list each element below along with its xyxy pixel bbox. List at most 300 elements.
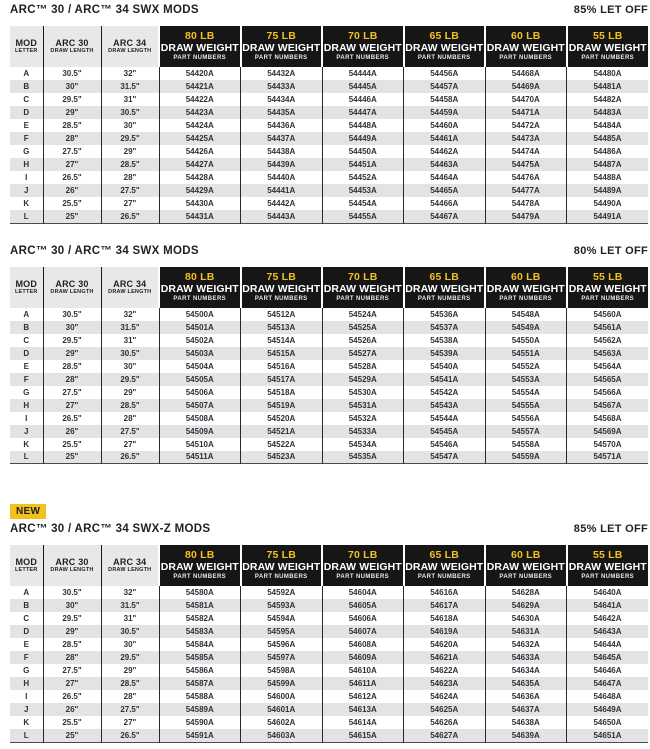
part-number-cell: 54606A (322, 612, 404, 625)
part-number-cell: 54591A (159, 729, 241, 742)
column-header-main: ARC 34 (113, 278, 147, 289)
table-row (10, 334, 648, 347)
part-number-cell: 54442A (241, 197, 323, 210)
arc30-draw-length-cell: 29" (43, 347, 101, 360)
part-number-cell: 54626A (404, 716, 486, 729)
arc34-draw-length-cell: 30" (101, 360, 159, 373)
column-header-65-lb (404, 26, 486, 67)
part-number-cell: 54530A (322, 386, 404, 399)
column-header-70-lb (322, 26, 404, 67)
arc30-draw-length-cell: 25.5" (43, 716, 101, 729)
part-number-cell: 54428A (159, 171, 241, 184)
part-number-cell: 54616A (404, 586, 486, 599)
part-number-cell: 54532A (322, 412, 404, 425)
arc30-draw-length-cell: 26.5" (43, 690, 101, 703)
part-number-cell: 54481A (567, 80, 649, 93)
draw-weight-value: 80 LB (184, 549, 215, 561)
part-numbers-label: PART NUMBERS (173, 295, 227, 302)
draw-weight-label: DRAW WEIGHT (323, 282, 402, 295)
column-header-main: ARC 30 (55, 278, 89, 289)
arc34-draw-length-cell: 28" (101, 690, 159, 703)
table-row (10, 373, 648, 386)
part-number-cell: 54466A (404, 197, 486, 210)
draw-weight-value: 55 LB (592, 30, 623, 42)
arc30-draw-length-cell: 28.5" (43, 119, 101, 132)
column-header-main: ARC 30 (55, 557, 89, 567)
part-number-cell: 54647A (567, 677, 649, 690)
draw-weight-value: 70 LB (347, 549, 378, 561)
part-number-cell: 54460A (404, 119, 486, 132)
mod-letter-cell: C (10, 612, 43, 625)
draw-weight-value: 80 LB (184, 270, 215, 283)
part-number-cell: 54562A (567, 334, 649, 347)
mod-letter-cell: J (10, 425, 43, 438)
part-number-cell: 54607A (322, 625, 404, 638)
arc34-draw-length-cell: 31" (101, 334, 159, 347)
table-row (10, 67, 648, 80)
part-number-cell: 54617A (404, 599, 486, 612)
part-number-cell: 54628A (485, 586, 567, 599)
column-header-sub: LETTER (14, 288, 38, 295)
part-number-cell: 54456A (404, 67, 486, 80)
arc34-draw-length-cell: 31" (101, 93, 159, 106)
section-title: ARC™ 30 / ARC™ 34 SWX MODS (10, 244, 199, 257)
part-number-cell: 54565A (567, 373, 649, 386)
column-header-main: ARC 34 (113, 38, 147, 48)
arc34-draw-length-cell: 27.5" (101, 184, 159, 197)
part-number-cell: 54592A (241, 586, 323, 599)
arc30-draw-length-cell: 25.5" (43, 197, 101, 210)
table-row (10, 93, 648, 106)
table-row (10, 664, 648, 677)
column-header-arc-30 (43, 267, 101, 308)
draw-weight-label: DRAW WEIGHT (323, 561, 402, 573)
arc30-draw-length-cell: 30" (43, 321, 101, 334)
mod-letter-cell: K (10, 716, 43, 729)
arc30-draw-length-cell: 28.5" (43, 360, 101, 373)
part-number-cell: 54544A (404, 412, 486, 425)
part-number-cell: 54612A (322, 690, 404, 703)
part-number-cell: 54501A (159, 321, 241, 334)
part-number-cell: 54487A (567, 158, 649, 171)
arc30-draw-length-cell: 26" (43, 425, 101, 438)
column-header-80-lb (159, 26, 241, 67)
part-number-cell: 54468A (485, 67, 567, 80)
part-number-cell: 54459A (404, 106, 486, 119)
column-header-main: MOD (15, 38, 38, 48)
column-header-75-lb (241, 26, 323, 67)
table-row (10, 184, 648, 197)
draw-weight-value: 75 LB (266, 549, 297, 561)
part-number-cell: 54594A (241, 612, 323, 625)
part-number-cell: 54583A (159, 625, 241, 638)
part-number-cell: 54597A (241, 651, 323, 664)
part-number-cell: 54502A (159, 334, 241, 347)
table-row (10, 132, 648, 145)
part-number-cell: 54515A (241, 347, 323, 360)
header-row (10, 26, 648, 67)
part-number-cell: 54624A (404, 690, 486, 703)
arc30-draw-length-cell: 26.5" (43, 412, 101, 425)
draw-weight-label: DRAW WEIGHT (486, 561, 565, 573)
mod-letter-cell: A (10, 586, 43, 599)
column-header-80-lb (159, 267, 241, 308)
arc34-draw-length-cell: 32" (101, 67, 159, 80)
column-header-mod (10, 267, 43, 308)
arc34-draw-length-cell: 26.5" (101, 451, 159, 464)
column-header-70-lb (322, 267, 404, 308)
part-number-cell: 54479A (485, 210, 567, 223)
part-number-cell: 54633A (485, 651, 567, 664)
part-number-cell: 54588A (159, 690, 241, 703)
mod-letter-cell: C (10, 334, 43, 347)
part-number-cell: 54601A (241, 703, 323, 716)
part-number-cell: 54454A (322, 197, 404, 210)
arc30-draw-length-cell: 29.5" (43, 612, 101, 625)
table-row (10, 729, 648, 742)
arc34-draw-length-cell: 28" (101, 412, 159, 425)
table-row (10, 386, 648, 399)
part-number-cell: 54618A (404, 612, 486, 625)
part-number-cell: 54590A (159, 716, 241, 729)
mod-letter-cell: L (10, 729, 43, 742)
part-numbers-label: PART NUMBERS (417, 295, 471, 302)
column-header-65-lb (404, 545, 486, 586)
part-number-cell: 54434A (241, 93, 323, 106)
part-number-cell: 54483A (567, 106, 649, 119)
part-number-cell: 54518A (241, 386, 323, 399)
part-number-cell: 54438A (241, 145, 323, 158)
mods-table (10, 26, 648, 224)
arc30-draw-length-cell: 29.5" (43, 334, 101, 347)
table-row (10, 638, 648, 651)
part-number-cell: 54431A (159, 210, 241, 223)
section-header (10, 4, 648, 17)
column-header-55-lb (567, 545, 649, 586)
column-header-main: MOD (15, 278, 38, 289)
part-number-cell: 54471A (485, 106, 567, 119)
arc30-draw-length-cell: 28" (43, 651, 101, 664)
column-header-mod (10, 26, 43, 67)
part-numbers-label: PART NUMBERS (581, 574, 635, 580)
part-number-cell: 54505A (159, 373, 241, 386)
part-number-cell: 54435A (241, 106, 323, 119)
part-number-cell: 54611A (322, 677, 404, 690)
arc30-draw-length-cell: 29.5" (43, 93, 101, 106)
letoff-label: 80% LET OFF (573, 244, 648, 257)
part-number-cell: 54598A (241, 664, 323, 677)
part-number-cell: 54529A (322, 373, 404, 386)
arc34-draw-length-cell: 28.5" (101, 677, 159, 690)
part-number-cell: 54503A (159, 347, 241, 360)
draw-weight-label: DRAW WEIGHT (160, 282, 239, 295)
part-number-cell: 54458A (404, 93, 486, 106)
part-number-cell: 54593A (241, 599, 323, 612)
part-number-cell: 54448A (322, 119, 404, 132)
column-header-mod (10, 545, 43, 586)
draw-weight-label: DRAW WEIGHT (568, 42, 647, 54)
part-number-cell: 54465A (404, 184, 486, 197)
column-header-75-lb (241, 545, 323, 586)
part-number-cell: 54549A (485, 321, 567, 334)
draw-weight-value: 60 LB (510, 270, 541, 283)
draw-weight-label: DRAW WEIGHT (486, 42, 565, 54)
part-number-cell: 54437A (241, 132, 323, 145)
part-number-cell: 54557A (485, 425, 567, 438)
arc34-draw-length-cell: 31" (101, 612, 159, 625)
part-number-cell: 54561A (567, 321, 649, 334)
mod-letter-cell: K (10, 197, 43, 210)
section-swx-z-mods-85 (10, 501, 648, 743)
arc34-draw-length-cell: 26.5" (101, 210, 159, 223)
arc30-draw-length-cell: 25" (43, 210, 101, 223)
part-number-cell: 54555A (485, 399, 567, 412)
part-number-cell: 54450A (322, 145, 404, 158)
column-header-60-lb (485, 267, 567, 308)
part-number-cell: 54610A (322, 664, 404, 677)
part-number-cell: 54613A (322, 703, 404, 716)
part-number-cell: 54600A (241, 690, 323, 703)
part-number-cell: 54634A (485, 664, 567, 677)
part-number-cell: 54630A (485, 612, 567, 625)
arc30-draw-length-cell: 30" (43, 80, 101, 93)
part-number-cell: 54474A (485, 145, 567, 158)
part-number-cell: 54528A (322, 360, 404, 373)
part-number-cell: 54584A (159, 638, 241, 651)
part-number-cell: 54546A (404, 438, 486, 451)
part-numbers-label: PART NUMBERS (336, 55, 390, 61)
part-numbers-label: PART NUMBERS (417, 55, 471, 61)
part-number-cell: 54582A (159, 612, 241, 625)
part-number-cell: 54542A (404, 386, 486, 399)
part-number-cell: 54508A (159, 412, 241, 425)
mod-letter-cell: F (10, 132, 43, 145)
draw-weight-label: DRAW WEIGHT (160, 561, 239, 573)
part-number-cell: 54522A (241, 438, 323, 451)
part-number-cell: 54543A (404, 399, 486, 412)
table-row (10, 586, 648, 599)
part-number-cell: 54473A (485, 132, 567, 145)
mod-letter-cell: I (10, 412, 43, 425)
column-header-main: MOD (15, 557, 38, 567)
draw-weight-value: 75 LB (266, 30, 297, 42)
column-header-75-lb (241, 267, 323, 308)
arc34-draw-length-cell: 30" (101, 119, 159, 132)
section-header (10, 523, 648, 536)
arc34-draw-length-cell: 31.5" (101, 80, 159, 93)
arc30-draw-length-cell: 26" (43, 184, 101, 197)
part-number-cell: 54526A (322, 334, 404, 347)
part-number-cell: 54566A (567, 386, 649, 399)
arc34-draw-length-cell: 30.5" (101, 625, 159, 638)
part-number-cell: 54622A (404, 664, 486, 677)
part-number-cell: 54449A (322, 132, 404, 145)
part-number-cell: 54534A (322, 438, 404, 451)
mod-letter-cell: E (10, 119, 43, 132)
part-number-cell: 54641A (567, 599, 649, 612)
part-number-cell: 54489A (567, 184, 649, 197)
part-number-cell: 54512A (241, 308, 323, 321)
table-row (10, 625, 648, 638)
mods-table (10, 267, 648, 465)
column-header-sub: LETTER (14, 48, 38, 54)
part-number-cell: 54523A (241, 451, 323, 464)
part-number-cell: 54570A (567, 438, 649, 451)
part-number-cell: 54421A (159, 80, 241, 93)
table-row (10, 399, 648, 412)
column-header-55-lb (567, 267, 649, 308)
part-number-cell: 54637A (485, 703, 567, 716)
column-header-arc-30 (43, 545, 101, 586)
part-number-cell: 54631A (485, 625, 567, 638)
part-number-cell: 54430A (159, 197, 241, 210)
part-number-cell: 54455A (322, 210, 404, 223)
draw-weight-label: DRAW WEIGHT (568, 561, 647, 573)
part-number-cell: 54625A (404, 703, 486, 716)
part-number-cell: 54445A (322, 80, 404, 93)
part-number-cell: 54604A (322, 586, 404, 599)
table-row (10, 197, 648, 210)
arc30-draw-length-cell: 28" (43, 373, 101, 386)
part-number-cell: 54552A (485, 360, 567, 373)
table-row (10, 690, 648, 703)
part-number-cell: 54547A (404, 451, 486, 464)
part-number-cell: 54556A (485, 412, 567, 425)
mod-letter-cell: F (10, 373, 43, 386)
arc30-draw-length-cell: 28" (43, 132, 101, 145)
part-number-cell: 54520A (241, 412, 323, 425)
arc34-draw-length-cell: 32" (101, 308, 159, 321)
arc34-draw-length-cell: 29" (101, 386, 159, 399)
part-number-cell: 54643A (567, 625, 649, 638)
column-header-70-lb (322, 545, 404, 586)
mod-letter-cell: D (10, 625, 43, 638)
part-number-cell: 54476A (485, 171, 567, 184)
arc34-draw-length-cell: 29.5" (101, 651, 159, 664)
part-number-cell: 54453A (322, 184, 404, 197)
table-row (10, 599, 648, 612)
column-header-sub: LETTER (14, 567, 38, 573)
part-number-cell: 54541A (404, 373, 486, 386)
part-number-cell: 54525A (322, 321, 404, 334)
arc30-draw-length-cell: 27" (43, 399, 101, 412)
part-number-cell: 54569A (567, 425, 649, 438)
section-swx-mods-85 (10, 4, 648, 224)
part-number-cell: 54478A (485, 197, 567, 210)
part-numbers-label: PART NUMBERS (499, 574, 553, 580)
part-numbers-label: PART NUMBERS (336, 295, 390, 302)
part-number-cell: 54464A (404, 171, 486, 184)
part-number-cell: 54441A (241, 184, 323, 197)
arc34-draw-length-cell: 29.5" (101, 132, 159, 145)
part-number-cell: 54632A (485, 638, 567, 651)
part-number-cell: 54635A (485, 677, 567, 690)
part-number-cell: 54599A (241, 677, 323, 690)
mod-letter-cell: J (10, 184, 43, 197)
column-header-main: ARC 30 (55, 38, 89, 48)
column-header-sub: DRAW LENGTH (50, 48, 94, 54)
arc34-draw-length-cell: 27" (101, 438, 159, 451)
arc34-draw-length-cell: 28.5" (101, 399, 159, 412)
part-number-cell: 54504A (159, 360, 241, 373)
part-number-cell: 54444A (322, 67, 404, 80)
arc30-draw-length-cell: 26" (43, 703, 101, 716)
column-header-sub: DRAW LENGTH (50, 567, 94, 573)
part-number-cell: 54462A (404, 145, 486, 158)
part-number-cell: 54423A (159, 106, 241, 119)
mod-letter-cell: E (10, 360, 43, 373)
arc30-draw-length-cell: 29" (43, 106, 101, 119)
part-number-cell: 54439A (241, 158, 323, 171)
part-number-cell: 54461A (404, 132, 486, 145)
part-number-cell: 54568A (567, 412, 649, 425)
part-number-cell: 54646A (567, 664, 649, 677)
part-number-cell: 54507A (159, 399, 241, 412)
part-numbers-label: PART NUMBERS (581, 295, 635, 302)
arc30-draw-length-cell: 27.5" (43, 386, 101, 399)
table-row (10, 171, 648, 184)
table-row (10, 119, 648, 132)
part-number-cell: 54475A (485, 158, 567, 171)
part-number-cell: 54554A (485, 386, 567, 399)
part-number-cell: 54500A (159, 308, 241, 321)
part-numbers-label: PART NUMBERS (254, 295, 308, 302)
part-number-cell: 54463A (404, 158, 486, 171)
table-row (10, 612, 648, 625)
part-number-cell: 54521A (241, 425, 323, 438)
part-number-cell: 54587A (159, 677, 241, 690)
draw-weight-label: DRAW WEIGHT (405, 561, 484, 573)
part-number-cell: 54650A (567, 716, 649, 729)
mod-letter-cell: L (10, 210, 43, 223)
part-number-cell: 54619A (404, 625, 486, 638)
part-number-cell: 54595A (241, 625, 323, 638)
part-number-cell: 54560A (567, 308, 649, 321)
letoff-label: 85% LET OFF (573, 523, 648, 535)
column-header-arc-34 (101, 545, 159, 586)
part-number-cell: 54519A (241, 399, 323, 412)
part-number-cell: 54436A (241, 119, 323, 132)
table-row (10, 360, 648, 373)
arc34-draw-length-cell: 29.5" (101, 373, 159, 386)
arc34-draw-length-cell: 31.5" (101, 599, 159, 612)
table-row (10, 412, 648, 425)
arc34-draw-length-cell: 29" (101, 664, 159, 677)
part-number-cell: 54548A (485, 308, 567, 321)
part-number-cell: 54443A (241, 210, 323, 223)
part-number-cell: 54563A (567, 347, 649, 360)
arc30-draw-length-cell: 30.5" (43, 308, 101, 321)
draw-weight-label: DRAW WEIGHT (405, 42, 484, 54)
part-numbers-label: PART NUMBERS (417, 574, 471, 580)
draw-weight-label: DRAW WEIGHT (160, 42, 239, 54)
arc30-draw-length-cell: 30.5" (43, 67, 101, 80)
part-number-cell: 54511A (159, 451, 241, 464)
draw-weight-value: 70 LB (347, 30, 378, 42)
part-number-cell: 54452A (322, 171, 404, 184)
part-number-cell: 54540A (404, 360, 486, 373)
part-number-cell: 54596A (241, 638, 323, 651)
part-number-cell: 54614A (322, 716, 404, 729)
draw-weight-label: DRAW WEIGHT (323, 42, 402, 54)
part-number-cell: 54586A (159, 664, 241, 677)
mod-letter-cell: E (10, 638, 43, 651)
part-number-cell: 54472A (485, 119, 567, 132)
column-header-arc-34 (101, 267, 159, 308)
part-number-cell: 54571A (567, 451, 649, 464)
column-header-60-lb (485, 26, 567, 67)
arc30-draw-length-cell: 30.5" (43, 586, 101, 599)
